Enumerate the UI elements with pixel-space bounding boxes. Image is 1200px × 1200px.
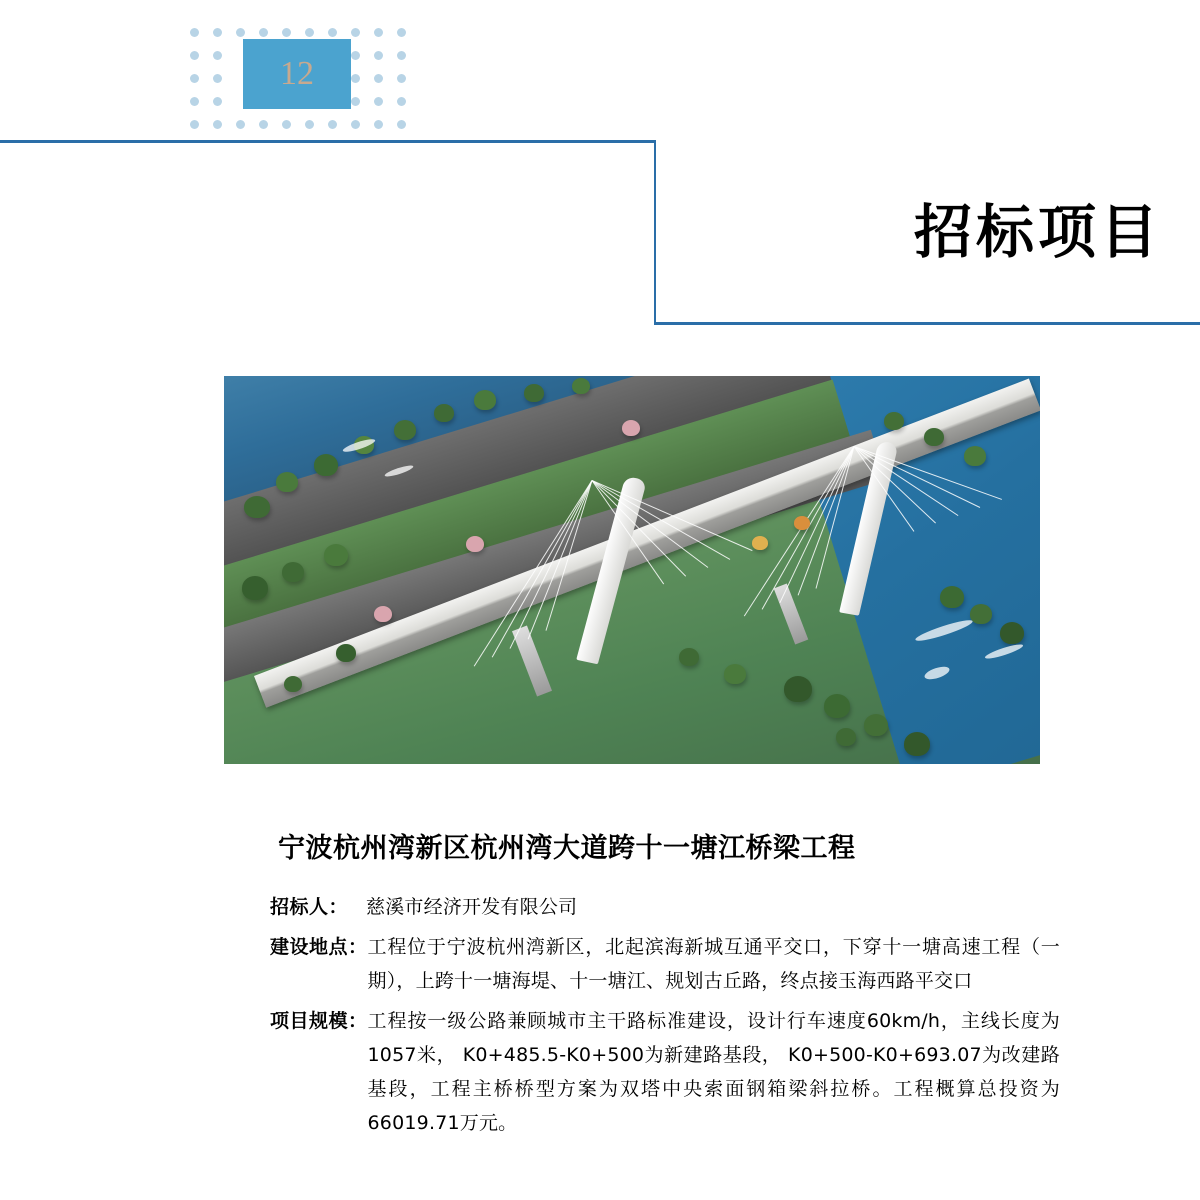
info-label-bidder: 招标人： — [270, 896, 349, 918]
info-value-bidder: 慈溪市经济开发有限公司 — [366, 896, 578, 918]
info-row-scale — [270, 1004, 1060, 1140]
info-label-location: 建设地点： — [270, 936, 368, 958]
info-value-scale: 工程按一级公路兼顾城市主干路标准建设，设计行车速度60km/h，主线长度为1057米， K0+485.5-K0+500为新建路基段， K0+500-K0+693.07为改建路基段，工程主桥桥型方案为双塔中央索面钢箱梁斜拉桥。工程概算总投资为66019.71万元。 — [367, 1010, 1060, 1134]
project-title: 宁波杭州湾新区杭州湾大道跨十一塘江桥梁工程 — [278, 833, 856, 864]
info-label-scale: 项目规模： — [270, 1010, 368, 1032]
page-title: 招标项目 — [913, 198, 1162, 266]
header-divider-horizontal-right — [654, 322, 1200, 325]
page-number-badge — [243, 39, 351, 109]
page-number-text: 12 — [280, 55, 314, 92]
info-row-bidder — [270, 890, 1060, 924]
header-divider-horizontal — [0, 140, 656, 143]
page-number-block — [186, 22, 416, 122]
project-info-list — [270, 890, 1060, 1146]
header-divider-vertical — [654, 140, 656, 325]
bridge-rendering-image — [224, 376, 1040, 764]
info-row-location — [270, 930, 1060, 998]
info-value-location: 工程位于宁波杭州湾新区，北起滨海新城互通平交口，下穿十一塘高速工程（一期），上跨十一塘海堤、十一塘江、规划古丘路，终点接玉海西路平交口 — [367, 936, 1060, 992]
